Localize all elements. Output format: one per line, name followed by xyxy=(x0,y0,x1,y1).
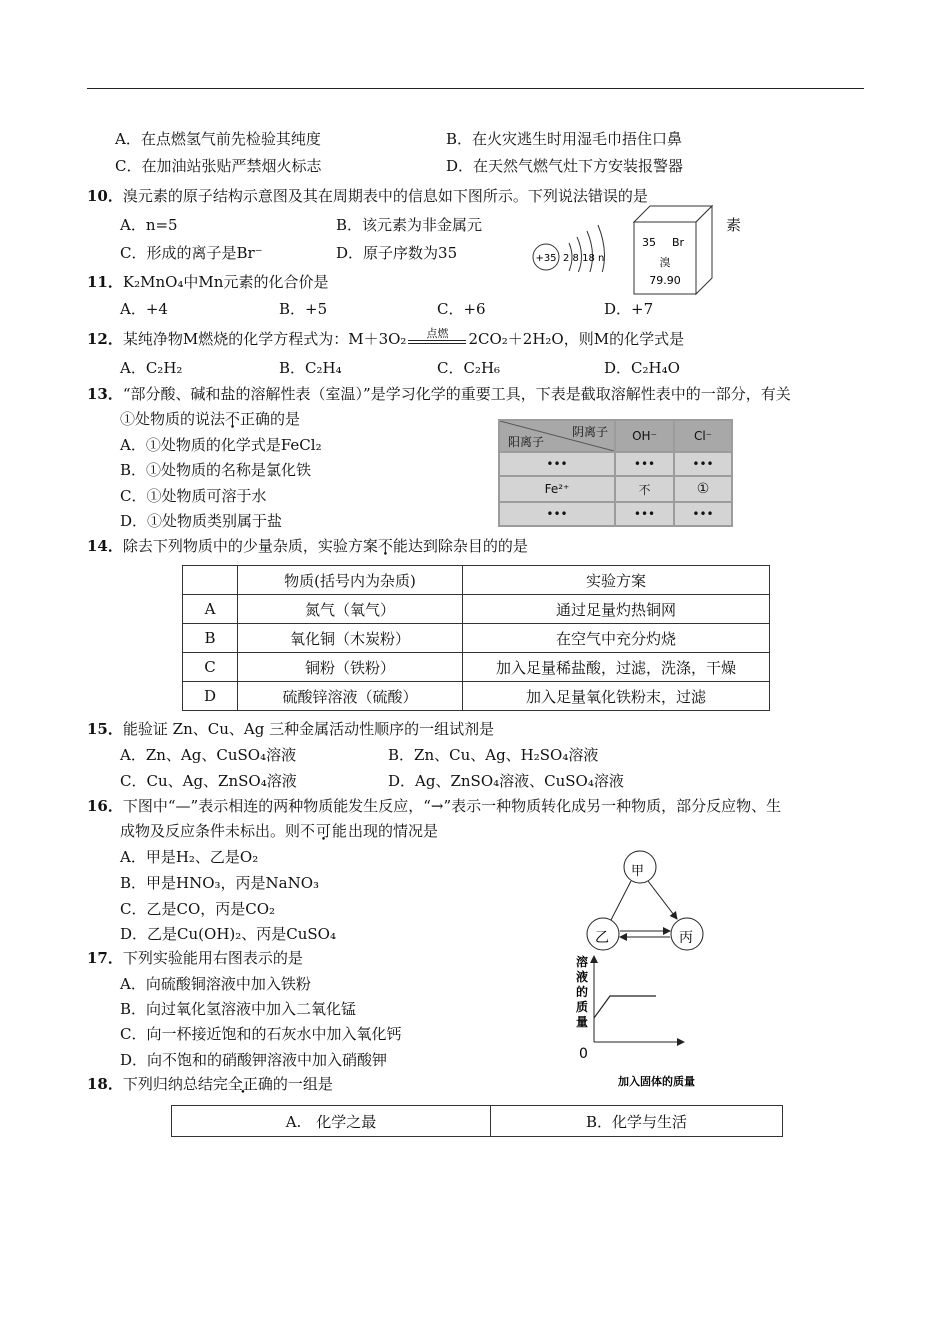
q12-stem xyxy=(87,328,684,350)
q14-number: 14． xyxy=(87,537,123,555)
cell-1-2: ••• xyxy=(675,453,731,475)
shell-arc-3 xyxy=(587,231,593,272)
cell-fe-cl: ① xyxy=(675,477,731,501)
q9-option-b: B．在火灾逃生时用湿毛巾捂住口鼻 xyxy=(446,130,683,148)
substance-cell: 铜粉（铁粉） xyxy=(238,653,463,682)
anion-header-oh: OH⁻ xyxy=(616,421,673,451)
q14-text-post: 能达到除杂目的的是 xyxy=(392,537,528,555)
ylabel-char: 量 xyxy=(576,1015,589,1029)
q10-option-c: C．形成的离子是Br⁻ xyxy=(120,244,263,262)
substance-cell: 氮气（氧气） xyxy=(238,595,463,624)
cation-row-1: ••• xyxy=(500,453,614,475)
q18-text-pre: 下列归纳总结 xyxy=(122,1075,213,1093)
element-symbol: Br xyxy=(672,236,685,249)
q11-option-a: A．+4 xyxy=(120,300,168,318)
q13-option-b: B．①处物质的名称是氯化铁 xyxy=(120,461,312,479)
method-cell: 在空气中充分灼烧 xyxy=(463,624,770,653)
q17-stem xyxy=(87,947,303,969)
q13-option-c: C．①处物质可溶于水 xyxy=(120,487,267,505)
header-rule xyxy=(87,88,864,89)
link-jia-yi xyxy=(611,881,631,920)
q18-number: 18． xyxy=(87,1075,123,1093)
q10-stem xyxy=(87,185,648,207)
equals-sign xyxy=(408,340,466,344)
q10-option-d: D．原子序数为35 xyxy=(336,244,458,262)
q13-text1: “部分酸、碱和盐的溶解性表（室温）”是学习化学的重要工具，下表是截取溶解性表中的一部分，有关 xyxy=(122,385,791,403)
q13-option-a: A．①处物质的化学式是FeCl₂ xyxy=(120,436,322,454)
q13-stem-line1 xyxy=(87,383,791,405)
row-label: B xyxy=(183,624,238,653)
reaction-condition: 点燃 xyxy=(426,327,449,340)
reaction-triangle-diagram xyxy=(580,845,720,955)
q15-number: 15． xyxy=(87,720,123,738)
q15-option-a: A．Zn、Ag、CuSO₄溶液 xyxy=(120,746,297,764)
shell-electrons: 2 8 18 n xyxy=(563,253,605,264)
cell-3-1: ••• xyxy=(616,503,673,525)
q16-option-a: A．甲是H₂、乙是O₂ xyxy=(120,848,259,866)
q18-table xyxy=(171,1105,783,1137)
q16-option-d: D．乙是Cu(OH)₂、丙是CuSO₄ xyxy=(120,925,336,943)
q13-emphasis: 不 xyxy=(225,410,241,428)
q14-table xyxy=(182,565,770,711)
q10-option-a: A．n=5 xyxy=(120,216,178,234)
q17-option-b: B．向过氧化氢溶液中加入二氧化锰 xyxy=(120,1000,357,1018)
table-row xyxy=(183,682,770,711)
shell-arc-4 xyxy=(598,225,605,272)
q17-text: 下列实验能用右图表示的是 xyxy=(122,949,303,967)
q18-text-post: 的一组是 xyxy=(272,1075,333,1093)
q11-option-b: B．+5 xyxy=(279,300,328,318)
q13-option-d: D．①处物质类别属于盐 xyxy=(120,512,283,530)
row-label: C xyxy=(183,653,238,682)
node-jia-label: 甲 xyxy=(631,864,645,879)
cation-row-fe: Fe²⁺ xyxy=(500,477,614,501)
q12-text-post: 2CO₂＋2H₂O，则M的化学式是 xyxy=(468,330,685,348)
q12-text-pre: 某纯净物M燃烧的化学方程式为：M＋3O₂ xyxy=(122,330,407,348)
header-cell: 物质(括号内为杂质) xyxy=(238,566,463,595)
q13-number: 13． xyxy=(87,385,123,403)
ylabel-char: 溶 xyxy=(576,955,589,969)
node-yi-label: 乙 xyxy=(595,930,609,946)
q14-stem xyxy=(87,535,528,557)
table-row xyxy=(183,595,770,624)
q15-option-b: B．Zn、Cu、Ag、H₂SO₄溶液 xyxy=(388,746,599,764)
q12-option-a: A．C₂H₂ xyxy=(120,359,183,377)
row-label: D xyxy=(183,682,238,711)
element-cell-cube xyxy=(628,200,718,296)
mass-curve xyxy=(594,996,656,1018)
q13-text2-post: 正确的是 xyxy=(240,410,301,428)
anion-header-cl: Cl⁻ xyxy=(675,421,731,451)
q18-column-b: B．化学与生活 xyxy=(491,1106,783,1137)
q9-option-d: D．在天然气燃气灶下方安装报警器 xyxy=(446,157,684,175)
cation-row-3: ••• xyxy=(500,503,614,525)
q18-column-a: A. 化学之最 xyxy=(172,1106,491,1137)
row-label: A xyxy=(183,595,238,624)
q16-option-c: C．乙是CO，丙是CO₂ xyxy=(120,900,276,918)
q18-stem xyxy=(87,1073,333,1095)
mass-graph xyxy=(570,950,720,1090)
q13-text2-pre: ①处物质的说法 xyxy=(120,410,226,428)
q12-option-c: C．C₂H₆ xyxy=(437,359,501,377)
q12-option-b: B．C₂H₄ xyxy=(279,359,342,377)
bromine-atom-diagram xyxy=(525,210,625,272)
ylabel-char: 质 xyxy=(576,1000,589,1014)
q11-option-c: C．+6 xyxy=(437,300,486,318)
q16-stem-line2 xyxy=(120,820,438,842)
q15-option-d: D．Ag、ZnSO₄溶液、CuSO₄溶液 xyxy=(388,772,624,790)
table-row xyxy=(183,624,770,653)
q11-option-d: D．+7 xyxy=(604,300,654,318)
table-header-row xyxy=(183,566,770,595)
q13-stem-line2 xyxy=(120,408,300,430)
q14-emphasis: 不 xyxy=(377,537,393,555)
q10-text: 溴元素的原子结构示意图及其在周期表中的信息如下图所示。下列说法错误的是 xyxy=(122,187,648,205)
q12-option-d: D．C₂H₄O xyxy=(604,359,680,377)
q11-number: 11． xyxy=(87,273,123,291)
q16-text1: 下图中“—”表示相连的两种物质能发生反应，“→”表示一种物质转化成另一种物质，部分反应物、生 xyxy=(122,797,782,815)
cell-fe-oh: 不 xyxy=(616,477,673,501)
reaction-arrow xyxy=(406,328,468,350)
arrow-jia-bing xyxy=(648,881,677,919)
q11-text: K₂MnO₄中Mn元素的化合价是 xyxy=(122,273,329,291)
q17-option-c: C．向一杯接近饱和的石灰水中加入氧化钙 xyxy=(120,1025,402,1043)
method-cell: 通过足量灼热铜网 xyxy=(463,595,770,624)
q17-option-a: A．向硫酸铜溶液中加入铁粉 xyxy=(120,975,311,993)
q10-option-b: B．该元素为非金属元 xyxy=(336,216,483,234)
q10-option-b-tail: 素 xyxy=(726,216,742,234)
element-name: 溴 xyxy=(659,256,671,269)
q17-number: 17． xyxy=(87,949,123,967)
substance-cell: 硫酸锌溶液（硫酸） xyxy=(238,682,463,711)
q16-emphasis: 不可能 xyxy=(300,822,349,840)
q12-number: 12． xyxy=(87,330,123,348)
q15-text: 能验证 Zn、Cu、Ag 三种金属活动性顺序的一组试剂是 xyxy=(122,720,495,738)
solubility-corner-cell xyxy=(500,421,614,451)
q9-option-c: C．在加油站张贴严禁烟火标志 xyxy=(115,157,322,175)
anion-label: 阴离子 xyxy=(571,425,608,439)
q11-stem xyxy=(87,271,328,293)
method-cell: 加入足量氧化铁粉末，过滤 xyxy=(463,682,770,711)
substance-cell: 氧化铜（木炭粉） xyxy=(238,624,463,653)
q17-option-d: D．向不饱和的硝酸钾溶液中加入硝酸钾 xyxy=(120,1051,388,1069)
cell-3-2: ••• xyxy=(675,503,731,525)
element-number: 35 xyxy=(642,236,656,249)
cube-side-face xyxy=(696,206,712,294)
node-bing-label: 丙 xyxy=(679,930,693,946)
method-cell: 加入足量稀盐酸，过滤，洗涤，干燥 xyxy=(463,653,770,682)
cation-label: 阳离子 xyxy=(508,435,545,449)
q15-stem xyxy=(87,718,494,740)
cell-1-1: ••• xyxy=(616,453,673,475)
table-row xyxy=(183,653,770,682)
xlabel: 加入固体的质量 xyxy=(618,1075,695,1088)
q18-emphasis: 完全正确 xyxy=(212,1075,273,1093)
element-mass: 79.90 xyxy=(649,274,681,287)
origin-label: 0 xyxy=(579,1046,588,1062)
ylabel-char: 的 xyxy=(576,985,589,999)
header-cell xyxy=(183,566,238,595)
table-row xyxy=(172,1106,783,1137)
q16-text2-pre: 成物及反应条件未标出。则 xyxy=(120,822,301,840)
q16-option-b: B．甲是HNO₃，丙是NaNO₃ xyxy=(120,874,320,892)
q14-text-pre: 除去下列物质中的少量杂质，实验方案 xyxy=(122,537,378,555)
ylabel-char: 液 xyxy=(576,970,589,984)
solubility-table xyxy=(498,419,733,527)
q9-option-a: A．在点燃氢气前先检验其纯度 xyxy=(115,130,321,148)
q16-text2-post: 出现的情况是 xyxy=(348,822,439,840)
q15-option-c: C．Cu、Ag、ZnSO₄溶液 xyxy=(120,772,297,790)
nucleus-label: +35 xyxy=(535,253,557,264)
q16-number: 16． xyxy=(87,797,123,815)
q16-stem-line1 xyxy=(87,795,781,817)
q10-number: 10． xyxy=(87,187,123,205)
header-cell: 实验方案 xyxy=(463,566,770,595)
